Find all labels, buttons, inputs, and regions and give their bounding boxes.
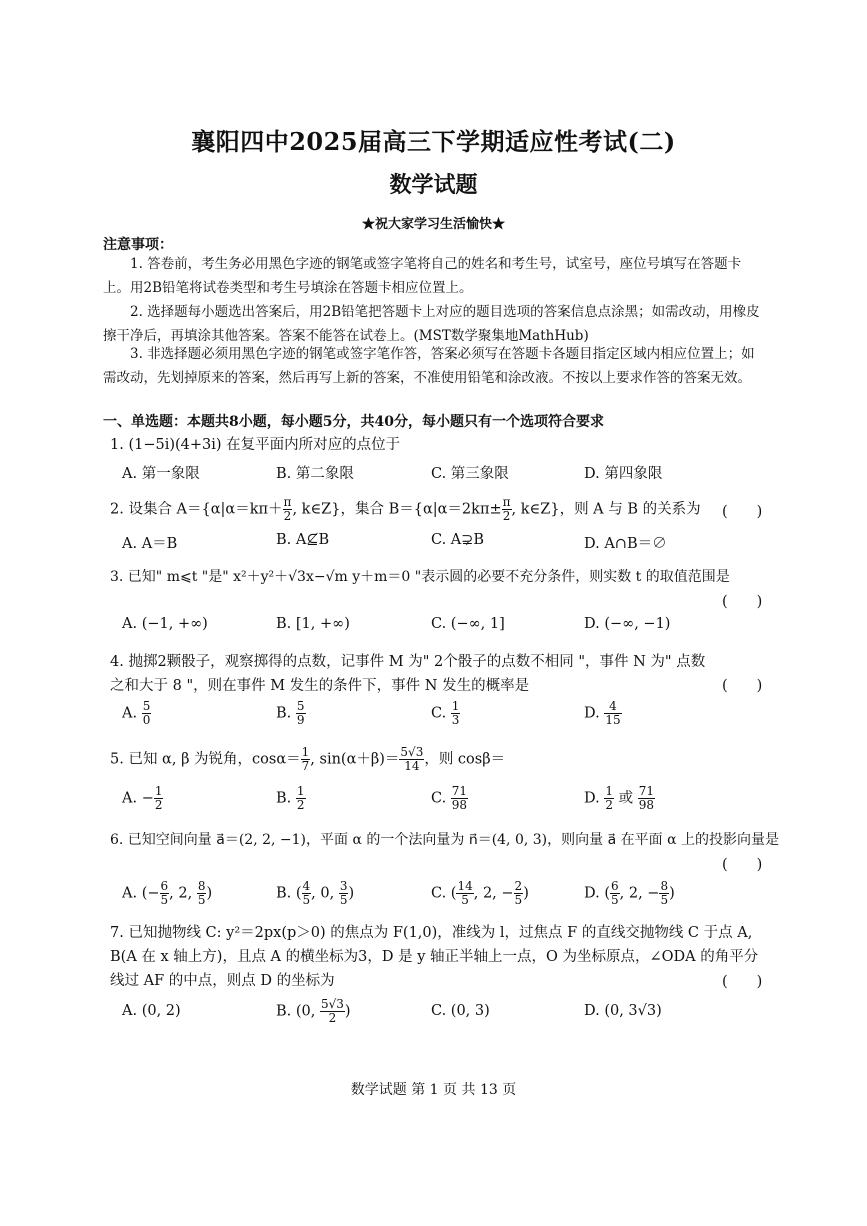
page-title: 襄阳四中2025届高三下学期适应性考试(二): [191, 127, 676, 156]
q5-stem-part1: 5. 已知 α, β 为锐角，cosα＝: [110, 751, 301, 768]
q7-option-b: [276, 998, 351, 1025]
q6-option-a-label: A. (−: [122, 885, 160, 902]
q6-option-d-f1-num: 6: [610, 879, 619, 893]
q2-fraction-2: [502, 496, 512, 523]
q4-option-a-den: 0: [142, 713, 151, 727]
question-2-stem: [110, 496, 701, 523]
q3-option-c: C. (−∞, 1]: [431, 616, 505, 632]
q6-option-c-f1-den: 5: [461, 893, 469, 907]
q6-option-c-label: C. (: [431, 885, 457, 902]
q5-option-a-fraction: [154, 785, 164, 812]
q6-option-a-f1-num: 6: [160, 879, 169, 893]
q5-option-d-or: 或: [618, 790, 634, 807]
question-7-stem: 7. 已知抛物线 C: y²＝2px(p＞0) 的焦点为 F(1,0)，准线为 l，过焦点 F 的直线交抛物线 C 于点 A, B(A 在 x 轴上方)，且点 A 的横坐标为3，D 是 y 轴正半轴上一点，O 为坐标原点，∠ODA 的角平分线过 AF 的中点，则点 D 的坐标为: [110, 925, 759, 989]
q4-option-c-fraction: [451, 700, 461, 727]
q6-option-b-f2-num: 3: [339, 879, 348, 893]
q4-option-c-den: 3: [451, 713, 460, 727]
q4-option-b-den: 9: [296, 713, 305, 727]
q6-option-d-fraction-2: [659, 880, 669, 907]
q5-stem-part3: ，则 cosβ＝: [424, 751, 506, 768]
q5-option-d-den-2: 98: [638, 798, 654, 812]
q7-option-d: D. (0, 3√3): [584, 1003, 662, 1019]
q2-option-b: B. A⊈B: [276, 532, 330, 548]
q2-fraction-2-num: π: [502, 495, 511, 509]
q6-option-a-mid: , 2,: [169, 885, 197, 902]
q5-option-c: [431, 785, 468, 812]
q6-option-b-end: ): [348, 885, 355, 902]
q5-option-c-fraction: [451, 785, 468, 812]
q2-option-a: A. A＝B: [122, 536, 178, 552]
q2-fraction-1-num: π: [283, 495, 292, 509]
q7-option-b-fraction: [320, 998, 345, 1025]
q4-option-a: [122, 700, 151, 727]
q5-option-a: [122, 785, 163, 812]
question-3-stem: 3. 已知" m⩽t "是" x²＋y²＋√3x−√m y＋m＝0 "表示圆的必要不充分条件，则实数 t 的取值范围是: [110, 569, 730, 585]
q6-option-d-f2-den: 5: [660, 893, 669, 907]
q5-option-d-label: D.: [584, 790, 600, 807]
q5-option-b-den: 2: [296, 798, 305, 812]
q3-option-a: A. (−1, +∞): [122, 616, 208, 632]
q1-option-c: C. 第三象限: [431, 466, 509, 482]
q6-option-b-mid: , 0,: [311, 885, 339, 902]
q4-option-b: [276, 700, 306, 727]
notice-item-1: 1. 答卷前，考生务必用黑色字迹的钢笔或签字笔将自己的姓名和考生号，试室号，座位号填写在答题卡上。用2B铅笔将试卷类型和考生号填涂在答题卡相应位置上。: [103, 256, 742, 296]
q6-option-b-f1-num: 4: [302, 879, 311, 893]
q7-option-b-num: 5√3: [320, 997, 344, 1011]
section-heading: 一、单选题：本题共8小题，每小题5分，共40分，每小题只有一个选项符合要求: [103, 414, 604, 430]
q5-option-d-den-1: 2: [605, 798, 613, 812]
question-5-stem: [110, 746, 505, 773]
page-footer: 数学试题 第 1 页 共 13 页: [350, 1082, 517, 1098]
q7-option-a: A. (0, 2): [122, 1003, 181, 1019]
notice-item-3: 3. 非选择题必须用黑色字迹的钢笔或签字笔作答，答案必须写在答题卡各题目指定区域内相应位置上；如需改动，先划掉原来的答案，然后再写上新的答案，不准使用铅笔和涂改液。不按以上要求作答的答案无效。: [103, 346, 755, 386]
q5-option-d-fraction-2: [638, 785, 655, 812]
q7-option-c: C. (0, 3): [431, 1003, 490, 1019]
q6-option-b-fraction-1: [302, 880, 312, 907]
q2-answer-paren: ( ): [722, 504, 763, 520]
q5-option-a-label: A. −: [122, 790, 154, 807]
q6-option-b: [276, 880, 354, 907]
q5-option-a-den: 2: [154, 798, 163, 812]
q2-fraction-1: [283, 496, 293, 523]
q4-option-d-num: 4: [604, 700, 621, 714]
q6-option-a-fraction-2: [197, 880, 207, 907]
q6-option-d: [584, 880, 675, 907]
q5-stem-part2: , sin(α＋β)＝: [310, 751, 400, 768]
q5-option-c-label: C.: [431, 790, 447, 807]
q6-option-a: [122, 880, 212, 907]
q6-option-b-f2-den: 5: [339, 893, 348, 907]
q5-option-b-fraction: [296, 785, 306, 812]
q2-option-c: C. A⊋B: [431, 532, 485, 548]
q6-option-c-f2-den: 5: [514, 893, 523, 907]
q4-option-b-label: B.: [276, 705, 292, 722]
q6-option-c-f1-num: 14: [457, 879, 473, 893]
q5-option-b: [276, 785, 306, 812]
q5-option-d-num-2: 71: [638, 784, 654, 798]
q4-option-b-fraction: [296, 700, 306, 727]
q4-option-d-den: 15: [605, 713, 621, 727]
wish-line: ★祝大家学习生活愉快★: [361, 217, 505, 232]
page-subtitle: 数学试题: [389, 172, 478, 198]
q5-fraction-cos-den: 7: [301, 759, 310, 773]
q6-option-b-f1-den: 5: [302, 893, 311, 907]
q5-option-d: [584, 785, 655, 812]
q5-option-b-label: B.: [276, 790, 292, 807]
q4-option-c-label: C.: [431, 705, 447, 722]
q7-option-b-den: 2: [328, 1011, 337, 1025]
q4-option-b-num: 5: [296, 699, 305, 713]
q6-option-d-label: D. (: [584, 885, 610, 902]
q6-answer-paren: ( ): [722, 857, 763, 873]
q6-option-c: [431, 880, 529, 907]
q2-fraction-1-den: 2: [283, 509, 292, 523]
q5-option-d-num-1: 1: [605, 784, 613, 798]
q6-option-d-mid: , 2, −: [619, 885, 660, 902]
question-6-stem: 6. 已知空间向量 a⃗＝(2, 2, −1)，平面 α 的一个法向量为 n⃗＝(4, 0, 3)，则向量 a⃗ 在平面 α 上的投影向量是: [110, 832, 779, 848]
q7-option-b-end: ): [344, 1003, 351, 1020]
notice-item-2: 2. 选择题每小题选出答案后，用2B铅笔把答题卡上对应的题目选项的答案信息点涂黑；如需改动，用橡皮擦干净后，再填涂其他答案。答案不能答在试卷上。(MST数学聚集地MathHub): [103, 304, 760, 344]
q6-option-a-f2-num: 8: [197, 879, 206, 893]
q1-option-d: D. 第四象限: [584, 466, 663, 482]
q5-option-b-num: 1: [296, 784, 305, 798]
q6-option-a-fraction-1: [160, 880, 170, 907]
notice-heading: 注意事项：: [103, 237, 173, 253]
q6-option-c-end: ): [523, 885, 529, 902]
q2-fraction-2-den: 2: [502, 509, 511, 523]
q4-answer-paren: ( ): [722, 678, 763, 694]
q5-option-a-num: 1: [154, 784, 163, 798]
q2-stem-part2: , k∈Z}，集合 B＝{α|α＝2kπ±: [292, 501, 502, 518]
q5-option-c-num: 71: [451, 784, 468, 798]
q6-option-c-fraction-2: [514, 880, 524, 907]
q4-option-a-fraction: [142, 700, 152, 727]
q1-option-b: B. 第二象限: [276, 466, 354, 482]
q2-option-d: D. A∩B＝∅: [584, 536, 667, 552]
q7-option-b-label: B. (0,: [276, 1003, 320, 1020]
q6-option-d-end: ): [669, 885, 675, 902]
question-4-stem: 4. 抛掷2颗骰子，观察掷得的点数，记事件 M 为" 2个骰子的点数不相同 "，事件 N 为" 点数之和大于 8 "，则在事件 M 发生的条件下，事件 N 发生的概率是: [110, 654, 706, 694]
q2-stem-part3: , k∈Z}，则 A 与 B 的关系为: [511, 501, 701, 518]
q6-option-a-f2-den: 5: [197, 893, 206, 907]
q3-option-d: D. (−∞, −1): [584, 616, 671, 632]
question-1-stem: 1. (1−5i)(4+3i) 在复平面内所对应的点位于: [110, 437, 401, 453]
q4-option-c-num: 1: [451, 699, 460, 713]
q5-option-c-den: 98: [451, 798, 468, 812]
q4-option-a-label: A.: [122, 705, 138, 722]
q4-option-d: [584, 700, 622, 727]
q6-option-d-fraction-1: [610, 880, 620, 907]
q5-fraction-sin: [399, 746, 424, 773]
q6-option-a-end: ): [206, 885, 213, 902]
q5-option-d-fraction-1: [604, 785, 614, 812]
q4-option-c: [431, 700, 460, 727]
q3-option-b: B. [1, +∞): [276, 616, 350, 632]
q6-option-a-f1-den: 5: [160, 893, 169, 907]
q4-option-d-label: D.: [584, 705, 600, 722]
q7-answer-paren: ( ): [722, 974, 763, 990]
q5-fraction-cos: [301, 746, 311, 773]
q6-option-c-fraction-1: [456, 880, 473, 907]
q6-option-c-mid: , 2, −: [473, 885, 514, 902]
q2-stem-part1: 2. 设集合 A＝{α|α＝kπ＋: [110, 501, 283, 518]
q6-option-d-f2-num: 8: [660, 879, 669, 893]
q6-option-d-f1-den: 5: [610, 893, 619, 907]
q5-fraction-sin-den: 14: [404, 759, 420, 773]
q3-answer-paren: ( ): [722, 594, 763, 610]
q4-option-d-fraction: [604, 700, 621, 727]
q6-option-c-f2-num: 2: [514, 879, 523, 893]
q5-fraction-sin-num: 5√3: [400, 745, 424, 759]
q5-fraction-cos-num: 1: [301, 745, 310, 759]
q4-option-a-num: 5: [142, 699, 151, 713]
q6-option-b-label: B. (: [276, 885, 302, 902]
q1-option-a: A. 第一象限: [122, 466, 200, 482]
